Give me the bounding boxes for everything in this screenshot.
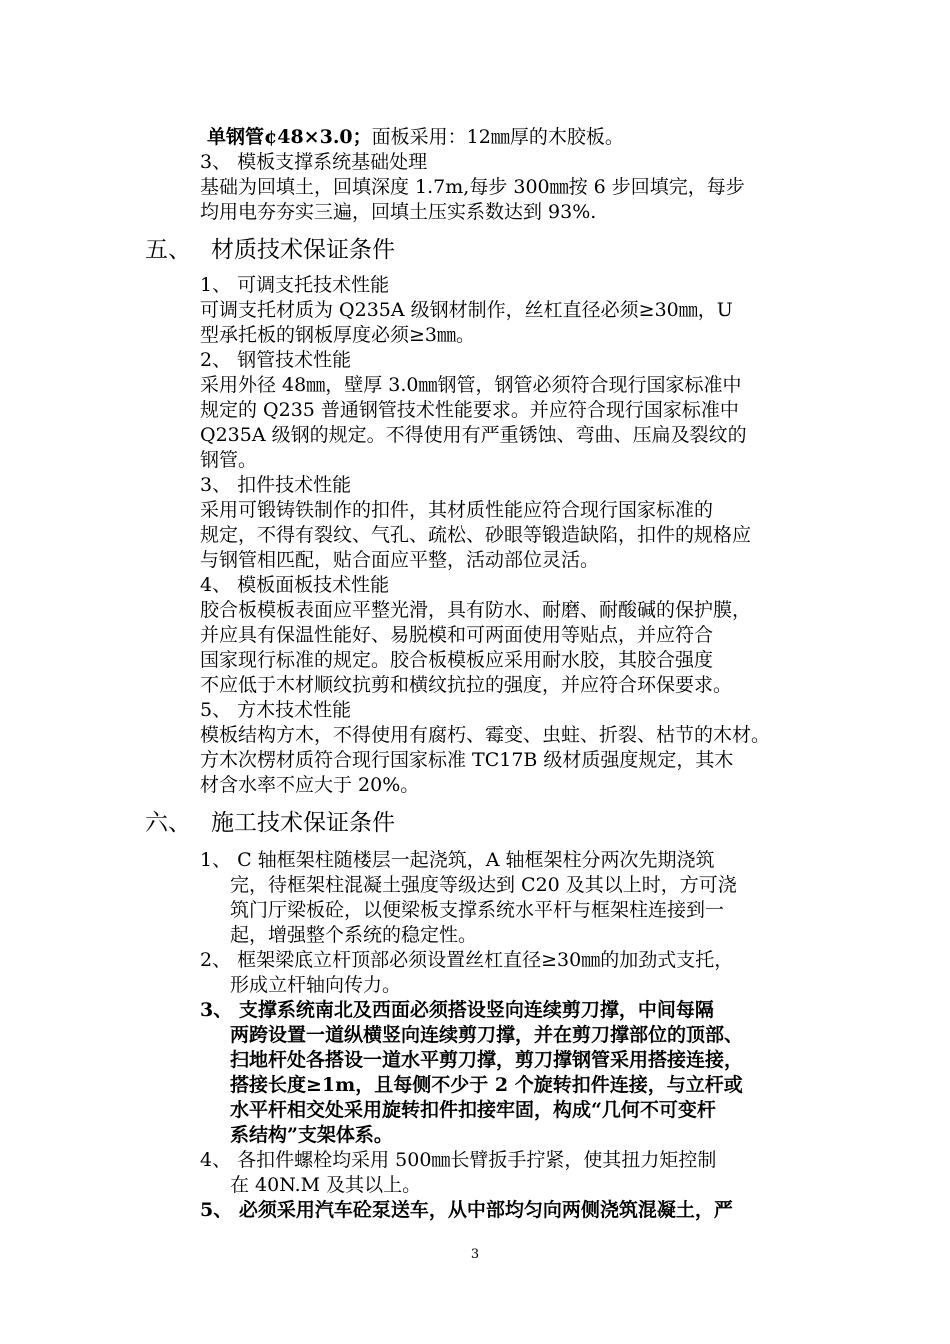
list-item-line: 系结构”支架体系。: [230, 1124, 393, 1146]
list-item-line: 水平杆相交处采用旋转扣件扣接牢固，构成“几何不可变杆: [230, 1099, 716, 1121]
item-title: 3、 扣件技术性能: [200, 474, 352, 496]
paragraph-line: 均用电夯夯实三遍，回填土压实系数达到 93%.: [200, 201, 597, 223]
item-title: 4、 模板面板技术性能: [200, 574, 390, 596]
paragraph-line: 型承托板的钢板厚度必须≥3㎜。: [200, 324, 476, 346]
section-heading-6: 六、 施工技术保证条件: [145, 810, 395, 836]
section-heading-5: 五、 材质技术保证条件: [145, 237, 395, 263]
paragraph-line: 胶合板模板表面应平整光滑，具有防水、耐磨、耐酸碱的保护膜，: [200, 599, 752, 621]
page-number: 3: [470, 1247, 480, 1262]
paragraph-line: 与钢管相匹配，贴合面应平整，活动部位灵活。: [200, 549, 600, 571]
list-item-line: 2、 框架梁底立杆顶部必须设置丝杠直径≥30㎜的加劲式支托，: [200, 949, 734, 971]
list-item-line: 在 40N.M 及其以上。: [230, 1174, 422, 1196]
item-title: 1、 可调支托技术性能: [200, 274, 390, 296]
list-item-line: 形成立杆轴向传力。: [230, 974, 402, 996]
item-title: 3、 模板支撑系统基础处理: [200, 151, 428, 173]
paragraph-line: 规定，不得有裂纹、气孔、疏松、砂眼等锻造缺陷，扣件的规格应: [200, 524, 752, 546]
list-item-line: 5、 必须采用汽车砼泵送车，从中部均匀向两侧浇筑混凝土，严: [200, 1199, 733, 1221]
list-item-line: 扫地杆处各搭设一道水平剪刀撑，剪刀撑钢管采用搭接连接，: [230, 1049, 744, 1071]
paragraph-line: 采用可锻铸铁制作的扣件，其材质性能应符合现行国家标准的: [200, 499, 714, 521]
paragraph-line: 国家现行标准的规定。胶合板模板应采用耐水胶，其胶合强度: [200, 649, 714, 671]
list-item-line: 1、 C 轴框架柱随楼层一起浇筑，A 轴框架柱分两次先期浇筑: [200, 849, 715, 871]
paragraph-line: 不应低于木材顺纹抗剪和横纹抗拉的强度，并应符合环保要求。: [200, 674, 733, 696]
paragraph-line: 材含水率不应大于 20%。: [200, 774, 420, 796]
list-item-line: 完，待框架柱混凝土强度等级达到 C20 及其以上时，方可浇: [230, 874, 737, 896]
paragraph-line: 并应具有保温性能好、易脱模和可两面使用等贴点，并应符合: [200, 624, 714, 646]
list-item-line: 两跨设置一道纵横竖向连续剪刀撑，并在剪刀撑部位的顶部、: [230, 1024, 744, 1046]
paragraph-line: 基础为回填土，回填深度 1.7m,每步 300㎜按 6 步回填完，每步: [200, 176, 745, 198]
item-title: 5、 方木技术性能: [200, 699, 352, 721]
paragraph-line: Q235A 级钢的规定。不得使用有严重锈蚀、弯曲、压扁及裂纹的: [200, 424, 747, 446]
paragraph-line: 钢管。: [200, 449, 258, 471]
paragraph-line: 规定的 Q235 普通钢管技术性能要求。并应符合现行国家标准中: [200, 399, 739, 421]
list-item-line: 起，增强整个系统的稳定性。: [230, 924, 478, 946]
paragraph-line: 可调支托材质为 Q235A 级钢材制作，丝杠直径必须≥30㎜，U: [200, 299, 733, 321]
paragraph-line: 方木次楞材质符合现行国家标准 TC17B 级材质强度规定，其木: [200, 749, 734, 771]
paragraph-line: 模板结构方木，不得使用有腐朽、霉变、虫蛀、折裂、枯节的木材。: [200, 724, 771, 746]
material-spec-line: 单钢管¢48×3.0；面板采用：12㎜厚的木胶板。: [207, 126, 624, 148]
list-item-line: 搭接长度≥1m，且每侧不少于 2 个旋转扣件连接，与立杆或: [230, 1074, 743, 1096]
list-item-line: 筑门厅梁板砼，以便梁板支撑系统水平杆与框架柱连接到一: [230, 899, 725, 921]
paragraph-line: 采用外径 48㎜，壁厚 3.0㎜钢管，钢管必须符合现行国家标准中: [200, 374, 742, 396]
list-item-line: 4、 各扣件螺栓均采用 500㎜长臂扳手拧紧，使其扭力矩控制: [200, 1149, 717, 1171]
list-item-line: 3、 支撑系统南北及西面必须搭设竖向连续剪刀撑，中间每隔: [200, 999, 714, 1021]
item-title: 2、 钢管技术性能: [200, 349, 352, 371]
